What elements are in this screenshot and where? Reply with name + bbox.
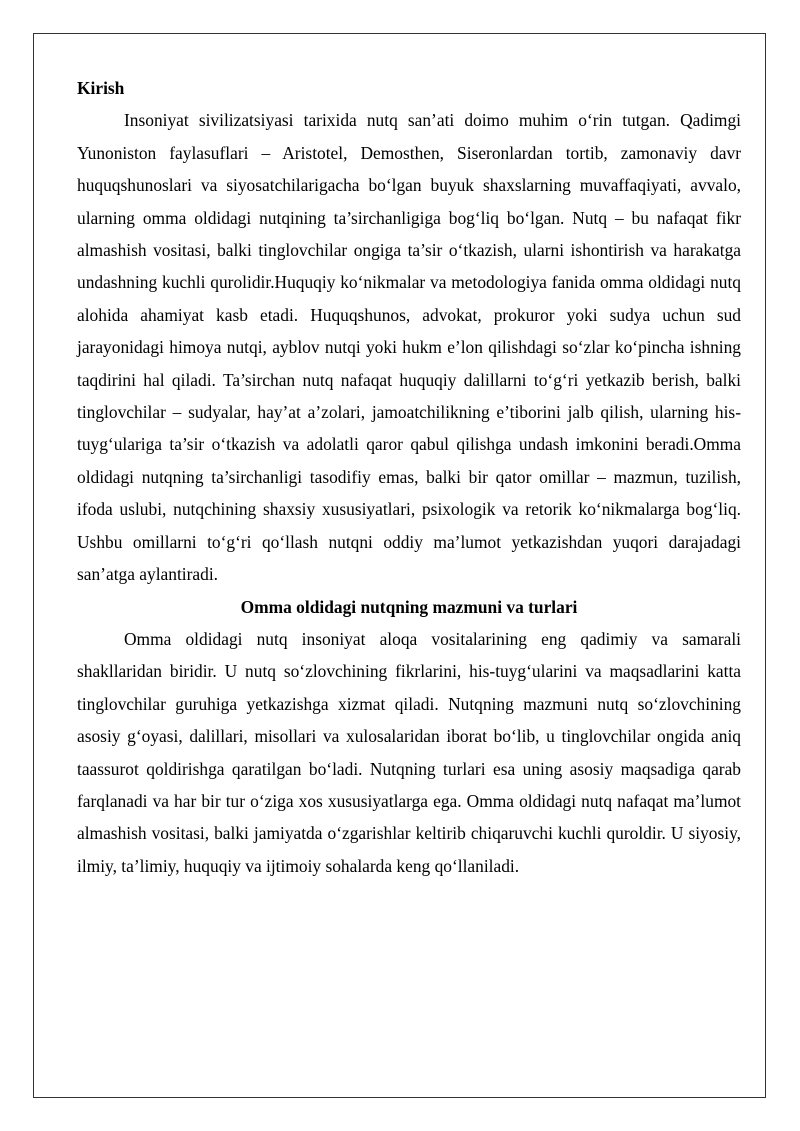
intro-heading: Kirish <box>77 78 125 98</box>
section-paragraph: Omma oldidagi nutq insoniyat aloqa vositalarining eng qadimiy va samarali shakllaridan biridir. U nutq so‘zlovchining fikrlarini, his-tuyg‘ularini va maqsadlarini katta tinglovchilar guruhiga yetkazishga xizmat qiladi. Nutqning mazmuni nutq so‘zlovchining asosiy g‘oyasi, dalillari, misollari va xulosalaridan iborat bo‘lib, u tinglovchilar ongida aniq taassurot qoldirishga qaratilgan bo‘ladi. Nutqning turlari esa uning asosiy maqsadiga qarab farqlanadi va har bir tur o‘ziga xos xususiyatlarga ega. Omma oldidagi nutq nafaqat ma’lumot almashish vositasi, balki jamiyatda o‘zgarishlar keltirib chiqaruvchi kuchli quroldir. U siyosiy, ilmiy, ta’limiy, huquqiy va ijtimoiy sohalarda keng qo‘llaniladi. <box>77 628 741 876</box>
section-heading: Omma oldidagi nutqning mazmuni va turlari <box>240 596 578 617</box>
intro-paragraph: Insoniyat sivilizatsiyasi tarixida nutq san’ati doimo muhim o‘rin tutgan. Qadimgi Yunoniston faylasuflari – Aristotel, Demosthen, Siseronlardan tortib, zamonaviy davr huquqshunoslari va siyosatchilarigacha bo‘lgan buyuk shaxslarning muvaffaqiyati, avvalo, ularning omma oldidagi nutqining ta’sirchanligiga bog‘liq bo‘lgan. Nutq – bu nafaqat fikr almashish vositasi, balki tinglovchilar ongiga ta’sir o‘tkazish, ularni ishontirish va harakatga undashning kuchli qurolidir.Huquqiy ko‘nikmalar va metodologiya fanida omma oldidagi nutq alohida ahamiyat kasb etadi. Huquqshunos, advokat, prokuror yoki sudya uchun sud jarayonidagi himoya nutqi, ayblov nutqi yoki hukm e’lon qilishdagi so‘zlar ko‘pincha ishning taqdirini hal qiladi. Ta’sirchan nutq nafaqat huquqiy dalillarni to‘g‘ri yetkazib berish, balki tinglovchilar – sudyalar, hay’at a’zolari, jamoatchilikning e’tiborini jalb qilish, ularning his-tuyg‘ulariga ta’sir o‘tkazish va adolatli qaror qabul qilishga undash imkonini beradi.Omma oldidagi nutqning ta’sirchanligi tasodifiy emas, balki bir qator omillar – mazmun, tuzilish, ifoda uslubi, nutqchining shaxsiy xususiyatlari, psixologik va retorik ko‘nikmalarga bog‘liq. Ushbu omillarni to‘g‘ri qo‘llash nutqni oddiy ma’lumot yetkazishdan yuqori darajadagi san’atga aylantiradi. <box>77 110 741 585</box>
document-body <box>77 72 741 882</box>
